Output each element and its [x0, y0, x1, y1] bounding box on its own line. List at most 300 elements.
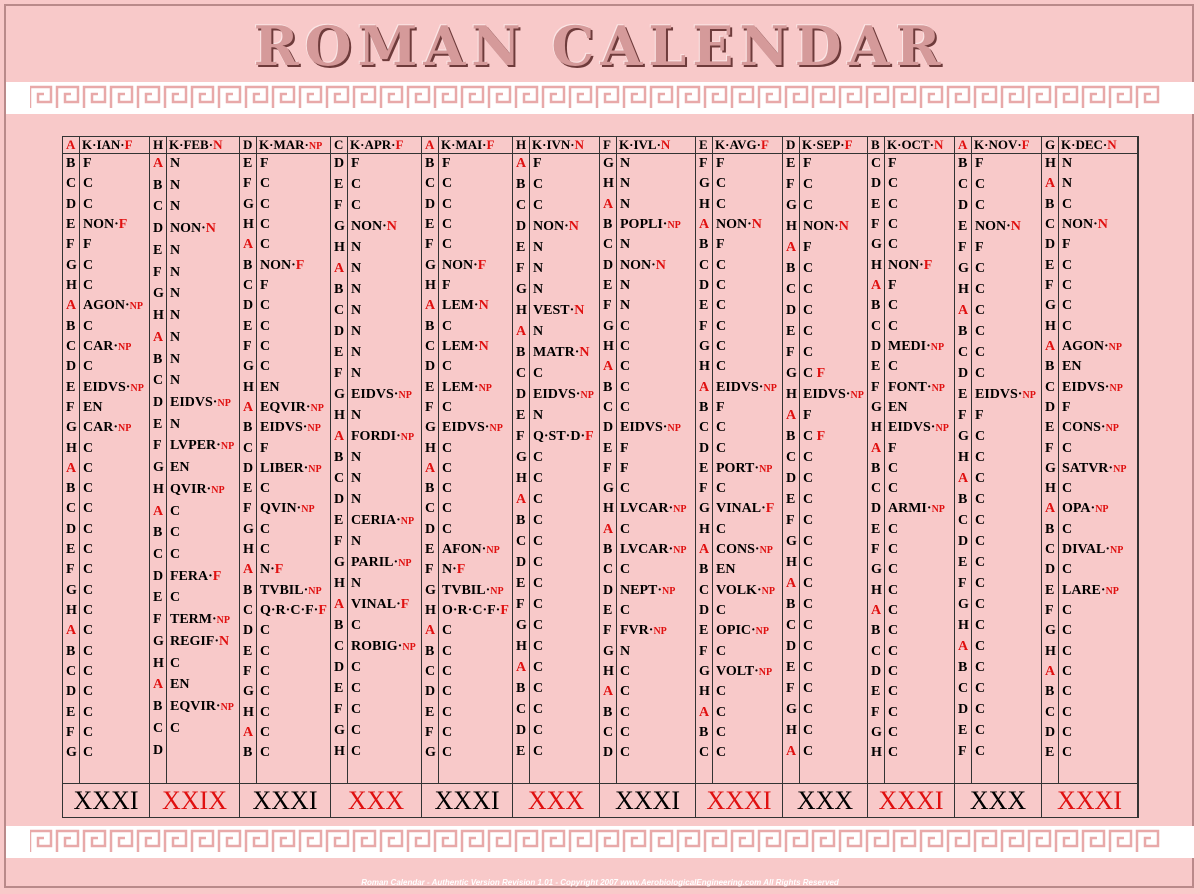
day-character: CAR·NP — [83, 420, 132, 436]
month-header-letter: E — [699, 137, 708, 152]
day-character: VINAL·F — [351, 597, 410, 612]
nundinal-letter: G — [153, 633, 164, 649]
day-character: N — [170, 199, 181, 215]
day-character: LVCAR·NP — [620, 501, 687, 517]
nundinal-letter: H — [153, 308, 164, 324]
month-header — [1042, 137, 1137, 154]
day-character: C — [716, 338, 727, 354]
day-character: C — [716, 440, 727, 456]
day-character: C — [716, 318, 727, 334]
nundinal-letter: A — [958, 471, 969, 486]
day-character: N — [533, 240, 544, 255]
day-character: C — [442, 440, 453, 456]
day-character: C — [170, 503, 181, 519]
nundinal-letter: B — [871, 460, 881, 476]
day-character: C — [975, 702, 986, 717]
nundinal-letter: C — [153, 199, 164, 215]
day-character: SATVR·NP — [1062, 460, 1127, 476]
day-character: C — [83, 176, 94, 192]
month-column-11 — [955, 137, 1042, 783]
nundinal-letter: B — [699, 237, 709, 253]
day-character: C — [888, 216, 899, 232]
nundinal-letter: A — [516, 492, 527, 507]
nundinal-letter: B — [871, 298, 881, 314]
day-character: C — [716, 257, 727, 273]
day-character: EIDVS·NP — [83, 379, 144, 395]
nundinal-letter: G — [958, 597, 969, 612]
day-character: PORT·NP — [716, 460, 773, 476]
calendar-grid — [62, 136, 1139, 818]
nundinal-letter: G — [603, 643, 614, 659]
month-header-letter: A — [425, 137, 435, 152]
day-character: C — [533, 744, 544, 759]
day-character: C — [975, 660, 986, 675]
day-character: NON·N — [975, 219, 1021, 234]
nundinal-letter: C — [66, 501, 77, 517]
day-character: C — [83, 562, 94, 578]
nundinal-letter: H — [603, 501, 614, 517]
nundinal-letter: D — [871, 664, 882, 680]
day-character: F — [888, 440, 897, 456]
nundinal-letter: B — [1045, 521, 1055, 537]
nundinal-letter: G — [871, 237, 882, 253]
nundinal-letter: B — [153, 351, 163, 367]
month-days-total: XXXI — [868, 783, 955, 817]
nundinal-letter: H — [699, 521, 710, 537]
day-character: CONS·NP — [1062, 420, 1119, 436]
nundinal-letter: G — [243, 521, 254, 537]
nundinal-letter: A — [603, 521, 614, 537]
nundinal-letter: F — [699, 643, 708, 659]
day-character: C — [260, 725, 271, 741]
column-separator — [79, 137, 80, 783]
day-character: C — [1062, 664, 1073, 680]
nundinal-letter: D — [516, 723, 527, 738]
nundinal-letter: E — [334, 513, 344, 528]
day-character: C — [442, 237, 453, 253]
month-column-9 — [783, 137, 868, 783]
day-character: C — [533, 534, 544, 549]
nundinal-letter: H — [958, 282, 969, 297]
day-character: C — [83, 704, 94, 720]
day-character: C — [888, 725, 899, 741]
nundinal-letter: B — [334, 618, 344, 633]
day-character: C — [716, 725, 727, 741]
day-character: F — [533, 156, 542, 171]
month-name: K·IVN·N — [532, 137, 585, 152]
nundinal-letter: C — [958, 345, 969, 360]
nundinal-letter: C — [153, 373, 164, 389]
day-character: F — [620, 440, 629, 456]
nundinal-letter: B — [603, 379, 613, 395]
nundinal-letter: H — [153, 481, 164, 497]
day-character: F — [1062, 399, 1071, 415]
day-character: NON·N — [1062, 216, 1108, 232]
day-character: C — [975, 324, 986, 339]
day-character: C — [803, 534, 814, 549]
nundinal-letter: E — [786, 492, 796, 507]
nundinal-letter: G — [516, 618, 527, 633]
nundinal-letter: F — [153, 612, 162, 628]
day-character: PARIL·NP — [351, 555, 412, 570]
day-character: TVBIL·NP — [442, 582, 504, 598]
day-character: C — [533, 177, 544, 192]
nundinal-letter: H — [1045, 156, 1056, 171]
day-character: NON·F — [260, 257, 305, 273]
nundinal-letter: B — [786, 429, 796, 444]
nundinal-letter: C — [334, 303, 345, 318]
day-character: C — [888, 745, 899, 761]
day-character: C — [803, 471, 814, 486]
nundinal-letter: F — [871, 216, 880, 232]
nundinal-letter: H — [958, 618, 969, 633]
day-character: N — [351, 282, 362, 297]
day-character: C — [716, 298, 727, 314]
day-character: C — [83, 725, 94, 741]
day-character: C — [351, 744, 362, 759]
nundinal-letter: G — [699, 338, 710, 354]
nundinal-letter: B — [699, 399, 709, 415]
day-character: C — [803, 282, 814, 297]
day-character: C — [533, 681, 544, 696]
nundinal-letter: G — [66, 582, 77, 598]
nundinal-letter: E — [425, 216, 435, 232]
day-character: F — [803, 156, 812, 171]
nundinal-letter: B — [603, 542, 613, 558]
nundinal-letter: H — [425, 603, 436, 619]
nundinal-letter: F — [243, 338, 252, 354]
nundinal-letter: E — [603, 277, 613, 293]
nundinal-letter: E — [603, 440, 613, 456]
nundinal-letter: H — [871, 745, 882, 761]
day-character: N — [620, 196, 631, 212]
nundinal-letter: H — [516, 471, 527, 486]
day-character: C — [975, 576, 986, 591]
nundinal-letter: C — [516, 198, 527, 213]
day-character: N — [533, 408, 544, 423]
day-character: LARE·NP — [1062, 582, 1119, 598]
nundinal-letter: E — [516, 240, 526, 255]
nundinal-letter: E — [1045, 745, 1055, 761]
day-character: EIDVS·NP — [620, 420, 681, 436]
day-character: C — [888, 643, 899, 659]
day-character: C — [620, 521, 631, 537]
day-character: C — [620, 318, 631, 334]
month-header — [150, 137, 239, 154]
day-character: N — [620, 298, 631, 314]
day-character: EIDVS·NP — [533, 387, 594, 402]
nundinal-letter: C — [786, 450, 797, 465]
day-character: N — [170, 351, 181, 367]
day-character: OPIC·NP — [716, 623, 770, 639]
nundinal-letter: G — [786, 198, 797, 213]
day-character: C — [260, 521, 271, 537]
nundinal-letter: E — [243, 156, 253, 171]
nundinal-letter: C — [516, 534, 527, 549]
month-days-total: XXX — [513, 783, 600, 817]
day-character: C — [351, 177, 362, 192]
day-character: LEM·NP — [442, 379, 492, 395]
day-character: EIDVS·NP — [803, 387, 864, 402]
day-character: NON·N — [533, 219, 579, 234]
nundinal-letter: B — [1045, 196, 1055, 212]
nundinal-letter: C — [1045, 542, 1056, 558]
day-character: CAR·NP — [83, 338, 132, 354]
day-character: C — [83, 460, 94, 476]
nundinal-letter: D — [425, 196, 436, 212]
nundinal-letter: D — [425, 359, 436, 375]
day-character: POPLI·NP — [620, 216, 681, 232]
nundinal-letter: G — [153, 286, 164, 302]
nundinal-letter: H — [786, 219, 797, 234]
day-character: N — [170, 242, 181, 258]
nundinal-letter: A — [699, 379, 710, 395]
month-name: K·IVL·N — [619, 137, 671, 152]
day-character: C — [83, 481, 94, 497]
day-character: N — [170, 264, 181, 280]
nundinal-letter: C — [958, 681, 969, 696]
day-character: C — [716, 521, 727, 537]
day-character: C — [620, 603, 631, 619]
nundinal-letter: E — [153, 242, 163, 258]
nundinal-letter: D — [786, 471, 797, 486]
nundinal-letter: B — [243, 582, 253, 598]
month-header — [63, 137, 149, 154]
day-character: C — [533, 723, 544, 738]
nundinal-letter: E — [958, 219, 968, 234]
nundinal-letter: C — [871, 481, 882, 497]
nundinal-letter: F — [699, 481, 708, 497]
nundinal-letter: D — [1045, 725, 1056, 741]
nundinal-letter: F — [153, 438, 162, 454]
day-character: C — [888, 196, 899, 212]
nundinal-letter: G — [516, 450, 527, 465]
day-character: N — [351, 492, 362, 507]
day-character: EIDVS·NP — [170, 394, 231, 410]
day-character: C — [533, 576, 544, 591]
nundinal-letter: H — [871, 257, 882, 273]
day-character: C — [975, 471, 986, 486]
day-character: C — [975, 198, 986, 213]
day-character: C — [975, 345, 986, 360]
nundinal-letter: C — [243, 603, 254, 619]
day-character: Q·R·C·F·F — [260, 603, 327, 619]
nundinal-letter: E — [871, 521, 881, 537]
nundinal-letter: B — [1045, 684, 1055, 700]
day-character: F — [1062, 237, 1071, 253]
month-header-letter: G — [1045, 137, 1056, 152]
nundinal-letter: H — [243, 379, 254, 395]
month-days-total: XXX — [331, 783, 422, 817]
nundinal-letter: B — [425, 156, 435, 171]
nundinal-letter: B — [243, 745, 253, 761]
day-character: EIDVS·NP — [716, 379, 777, 395]
nundinal-letter: G — [334, 555, 345, 570]
nundinal-letter: E — [153, 416, 163, 432]
day-character: C — [170, 525, 181, 541]
nundinal-letter: A — [153, 503, 164, 519]
nundinal-letter: F — [1045, 277, 1054, 293]
day-character: F — [803, 408, 812, 423]
nundinal-letter: A — [153, 156, 164, 171]
nundinal-letter: D — [1045, 399, 1056, 415]
nundinal-letter: C — [786, 618, 797, 633]
month-name: K·MAR·NP — [259, 137, 323, 152]
nundinal-letter: A — [425, 623, 436, 639]
nundinal-letter: E — [958, 555, 968, 570]
month-column-4 — [331, 137, 422, 783]
month-header-letter: A — [958, 137, 968, 152]
nundinal-letter: E — [66, 379, 76, 395]
day-character: EIDVS·NP — [442, 420, 503, 436]
nundinal-letter: D — [153, 568, 164, 584]
nundinal-letter: A — [603, 359, 614, 375]
nundinal-letter: H — [699, 684, 710, 700]
column-separator — [884, 137, 885, 783]
day-character: C — [620, 684, 631, 700]
day-character: C — [533, 366, 544, 381]
day-character: C — [803, 177, 814, 192]
month-column-6 — [513, 137, 600, 783]
nundinal-letter: A — [66, 460, 77, 476]
month-column-2 — [150, 137, 240, 783]
nundinal-letter: B — [334, 282, 344, 297]
day-character: C — [83, 440, 94, 456]
day-character: N — [533, 282, 544, 297]
nundinal-letter: C — [66, 664, 77, 680]
day-character: C F — [803, 429, 826, 444]
day-character: C — [975, 366, 986, 381]
nundinal-letter: D — [425, 684, 436, 700]
day-character: N — [533, 261, 544, 276]
nundinal-letter: H — [1045, 481, 1056, 497]
nundinal-letter: F — [334, 198, 343, 213]
day-character: C — [803, 576, 814, 591]
day-character: C — [620, 399, 631, 415]
day-character: F — [716, 399, 725, 415]
column-separator — [799, 137, 800, 783]
day-character: C — [1062, 298, 1073, 314]
nundinal-letter: C — [958, 177, 969, 192]
day-character: C — [803, 702, 814, 717]
day-character: N — [170, 308, 181, 324]
nundinal-letter: H — [603, 338, 614, 354]
nundinal-letter: G — [153, 460, 164, 476]
nundinal-letter: G — [871, 562, 882, 578]
nundinal-letter: G — [786, 534, 797, 549]
day-character: AGON·NP — [1062, 338, 1123, 354]
day-character: CERIA·NP — [351, 513, 415, 528]
day-character: VOLK·NP — [716, 582, 775, 598]
day-character: C — [975, 177, 986, 192]
nundinal-letter: F — [334, 534, 343, 549]
day-character: C — [533, 702, 544, 717]
day-character: N — [351, 450, 362, 465]
nundinal-letter: D — [334, 660, 345, 675]
column-separator — [529, 137, 530, 783]
day-character: N — [351, 408, 362, 423]
day-character: C — [888, 237, 899, 253]
nundinal-letter: G — [1045, 298, 1056, 314]
day-character: C — [803, 681, 814, 696]
nundinal-letter: A — [153, 677, 164, 693]
month-header — [868, 137, 954, 154]
nundinal-letter: G — [66, 420, 77, 436]
day-character: N — [620, 176, 631, 192]
day-character: C — [888, 623, 899, 639]
nundinal-letter: B — [153, 177, 163, 193]
nundinal-letter: A — [871, 277, 882, 293]
day-character: C — [1062, 562, 1073, 578]
day-character: C — [975, 618, 986, 633]
nundinal-letter: C — [603, 562, 614, 578]
nundinal-letter: H — [425, 440, 436, 456]
nundinal-letter: G — [786, 702, 797, 717]
day-character: C — [170, 655, 181, 671]
day-character: N — [351, 366, 362, 381]
day-character: N·F — [442, 562, 466, 578]
day-character: C — [351, 702, 362, 717]
nundinal-letter: G — [603, 318, 614, 334]
day-character: C — [533, 471, 544, 486]
nundinal-letter: B — [958, 156, 968, 171]
nundinal-letter: F — [66, 562, 75, 578]
month-name: K·OCT·N — [887, 137, 944, 152]
day-character: C — [260, 623, 271, 639]
nundinal-letter: G — [1045, 623, 1056, 639]
nundinal-letter: H — [153, 655, 164, 671]
day-character: F — [351, 156, 360, 171]
day-character: C — [533, 597, 544, 612]
page-title: ROMAN CALENDAR — [253, 14, 947, 78]
day-character: C — [716, 277, 727, 293]
nundinal-letter: A — [516, 660, 527, 675]
nundinal-letter: D — [786, 639, 797, 654]
nundinal-letter: E — [425, 704, 435, 720]
day-character: C — [803, 492, 814, 507]
day-character: N — [620, 277, 631, 293]
month-header — [422, 137, 512, 154]
day-character: C — [83, 643, 94, 659]
nundinal-letter: A — [1045, 501, 1056, 517]
day-character: C — [975, 639, 986, 654]
nundinal-letter: E — [243, 643, 253, 659]
nundinal-letter: H — [786, 723, 797, 738]
day-character: C — [888, 359, 899, 375]
day-character: C — [83, 257, 94, 273]
nundinal-letter: G — [425, 420, 436, 436]
nundinal-letter: B — [334, 450, 344, 465]
nundinal-letter: G — [871, 399, 882, 415]
nundinal-letter: E — [699, 460, 709, 476]
day-character: EIDVS·NP — [975, 387, 1036, 402]
day-character: C — [533, 639, 544, 654]
nundinal-letter: B — [958, 660, 968, 675]
day-character: C — [260, 684, 271, 700]
month-days-total: XXXI — [240, 783, 331, 817]
nundinal-letter: G — [958, 429, 969, 444]
day-character: LIBER·NP — [260, 460, 322, 476]
month-name: K·APR·F — [350, 137, 404, 152]
day-character: C — [1062, 196, 1073, 212]
month-column-12 — [1042, 137, 1138, 783]
nundinal-letter: A — [425, 298, 436, 314]
day-character: C — [1062, 481, 1073, 497]
nundinal-letter: D — [66, 521, 77, 537]
nundinal-letter: F — [1045, 440, 1054, 456]
day-character: F — [975, 240, 984, 255]
nundinal-letter: F — [871, 379, 880, 395]
